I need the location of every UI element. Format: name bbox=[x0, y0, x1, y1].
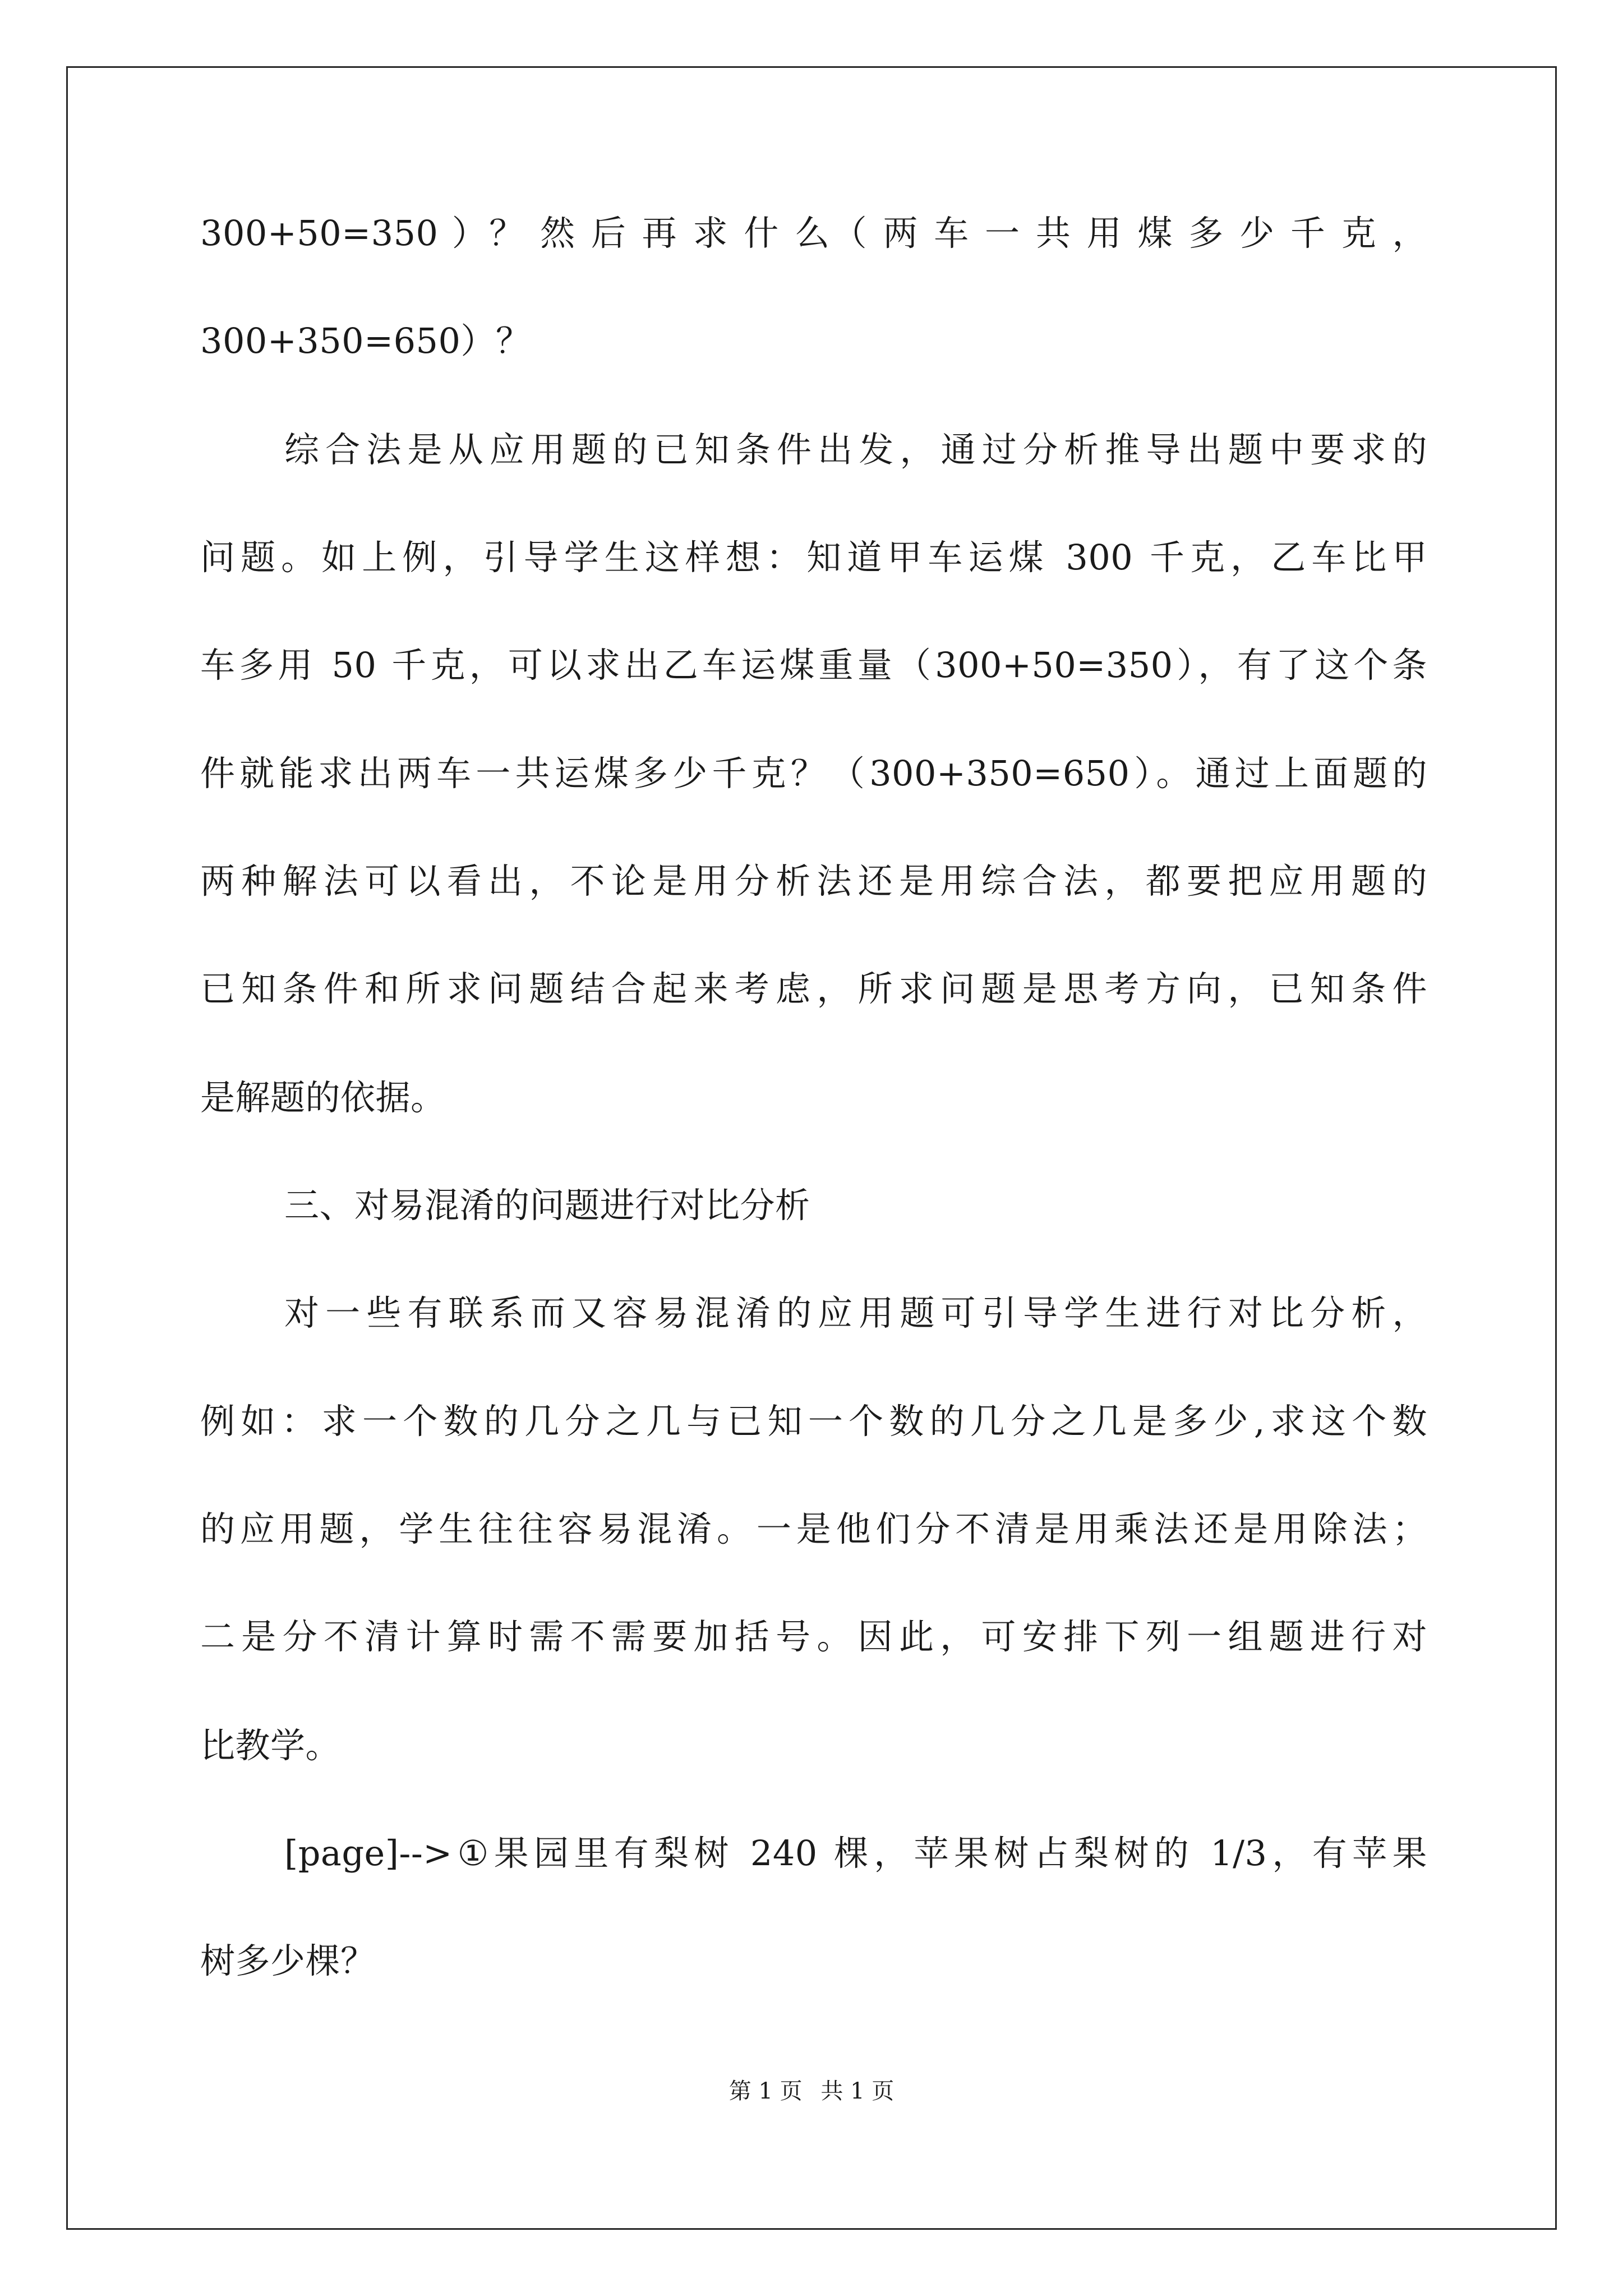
text-line-4: 问题。如上例，引导学生这样想：知道甲车运煤 300 千克，乙车比甲 bbox=[200, 537, 1427, 578]
page-total: 共 1 页 bbox=[820, 2078, 895, 2104]
paragraph-synthesis-line-1: 综合法是从应用题的已知条件出发，通过分析推导出题中要求的 bbox=[284, 429, 1427, 470]
text-line-5: 车多用 50 千克，可以求出乙车运煤重量（300+50=350），有了这个条 bbox=[200, 645, 1427, 685]
problem-1-line-2: 树多少棵？ bbox=[200, 1940, 376, 1981]
text-line-2: 300+350=650）？ bbox=[200, 320, 531, 361]
text-line-12: 例如：求一个数的几分之几与已知一个数的几分之几是多少,求这个数 bbox=[200, 1401, 1427, 1442]
text-line-6: 件就能求出两车一共运煤多少千克？（300+350=650）。通过上面题的 bbox=[200, 753, 1427, 794]
section-heading: 三、对易混淆的问题进行对比分析 bbox=[284, 1185, 810, 1226]
text-line-9: 是解题的依据。 bbox=[200, 1077, 446, 1118]
text-line-14: 二是分不清计算时需不需要加括号。因此，可安排下列一组题进行对 bbox=[200, 1616, 1427, 1657]
text-line-1: 300+50=350 ）？ 然 后 再 求 什 么（ 两 车 一 共 用 煤 多 少 千 克 ， bbox=[200, 213, 1427, 254]
page-border bbox=[66, 66, 1557, 2230]
text-line-13: 的应用题，学生往往容易混淆。一是他们分不清是用乘法还是用除法； bbox=[200, 1508, 1427, 1549]
text-line-15: 比教学。 bbox=[200, 1725, 341, 1766]
problem-1-line-1: [page]-->①果园里有梨树 240 棵，苹果树占梨树的 1/3，有苹果 bbox=[284, 1833, 1427, 1874]
text-line-8: 已知条件和所求问题结合起来考虑，所求问题是思考方向，已知条件 bbox=[200, 968, 1427, 1009]
text-line-7: 两种解法可以看出，不论是用分析法还是用综合法，都要把应用题的 bbox=[200, 861, 1427, 901]
page-number: 第 1 页 bbox=[728, 2078, 803, 2104]
page-footer bbox=[0, 2080, 1623, 2102]
paragraph-contrast-line-1: 对一些有联系而又容易混淆的应用题可引导学生进行对比分析， bbox=[284, 1292, 1427, 1333]
